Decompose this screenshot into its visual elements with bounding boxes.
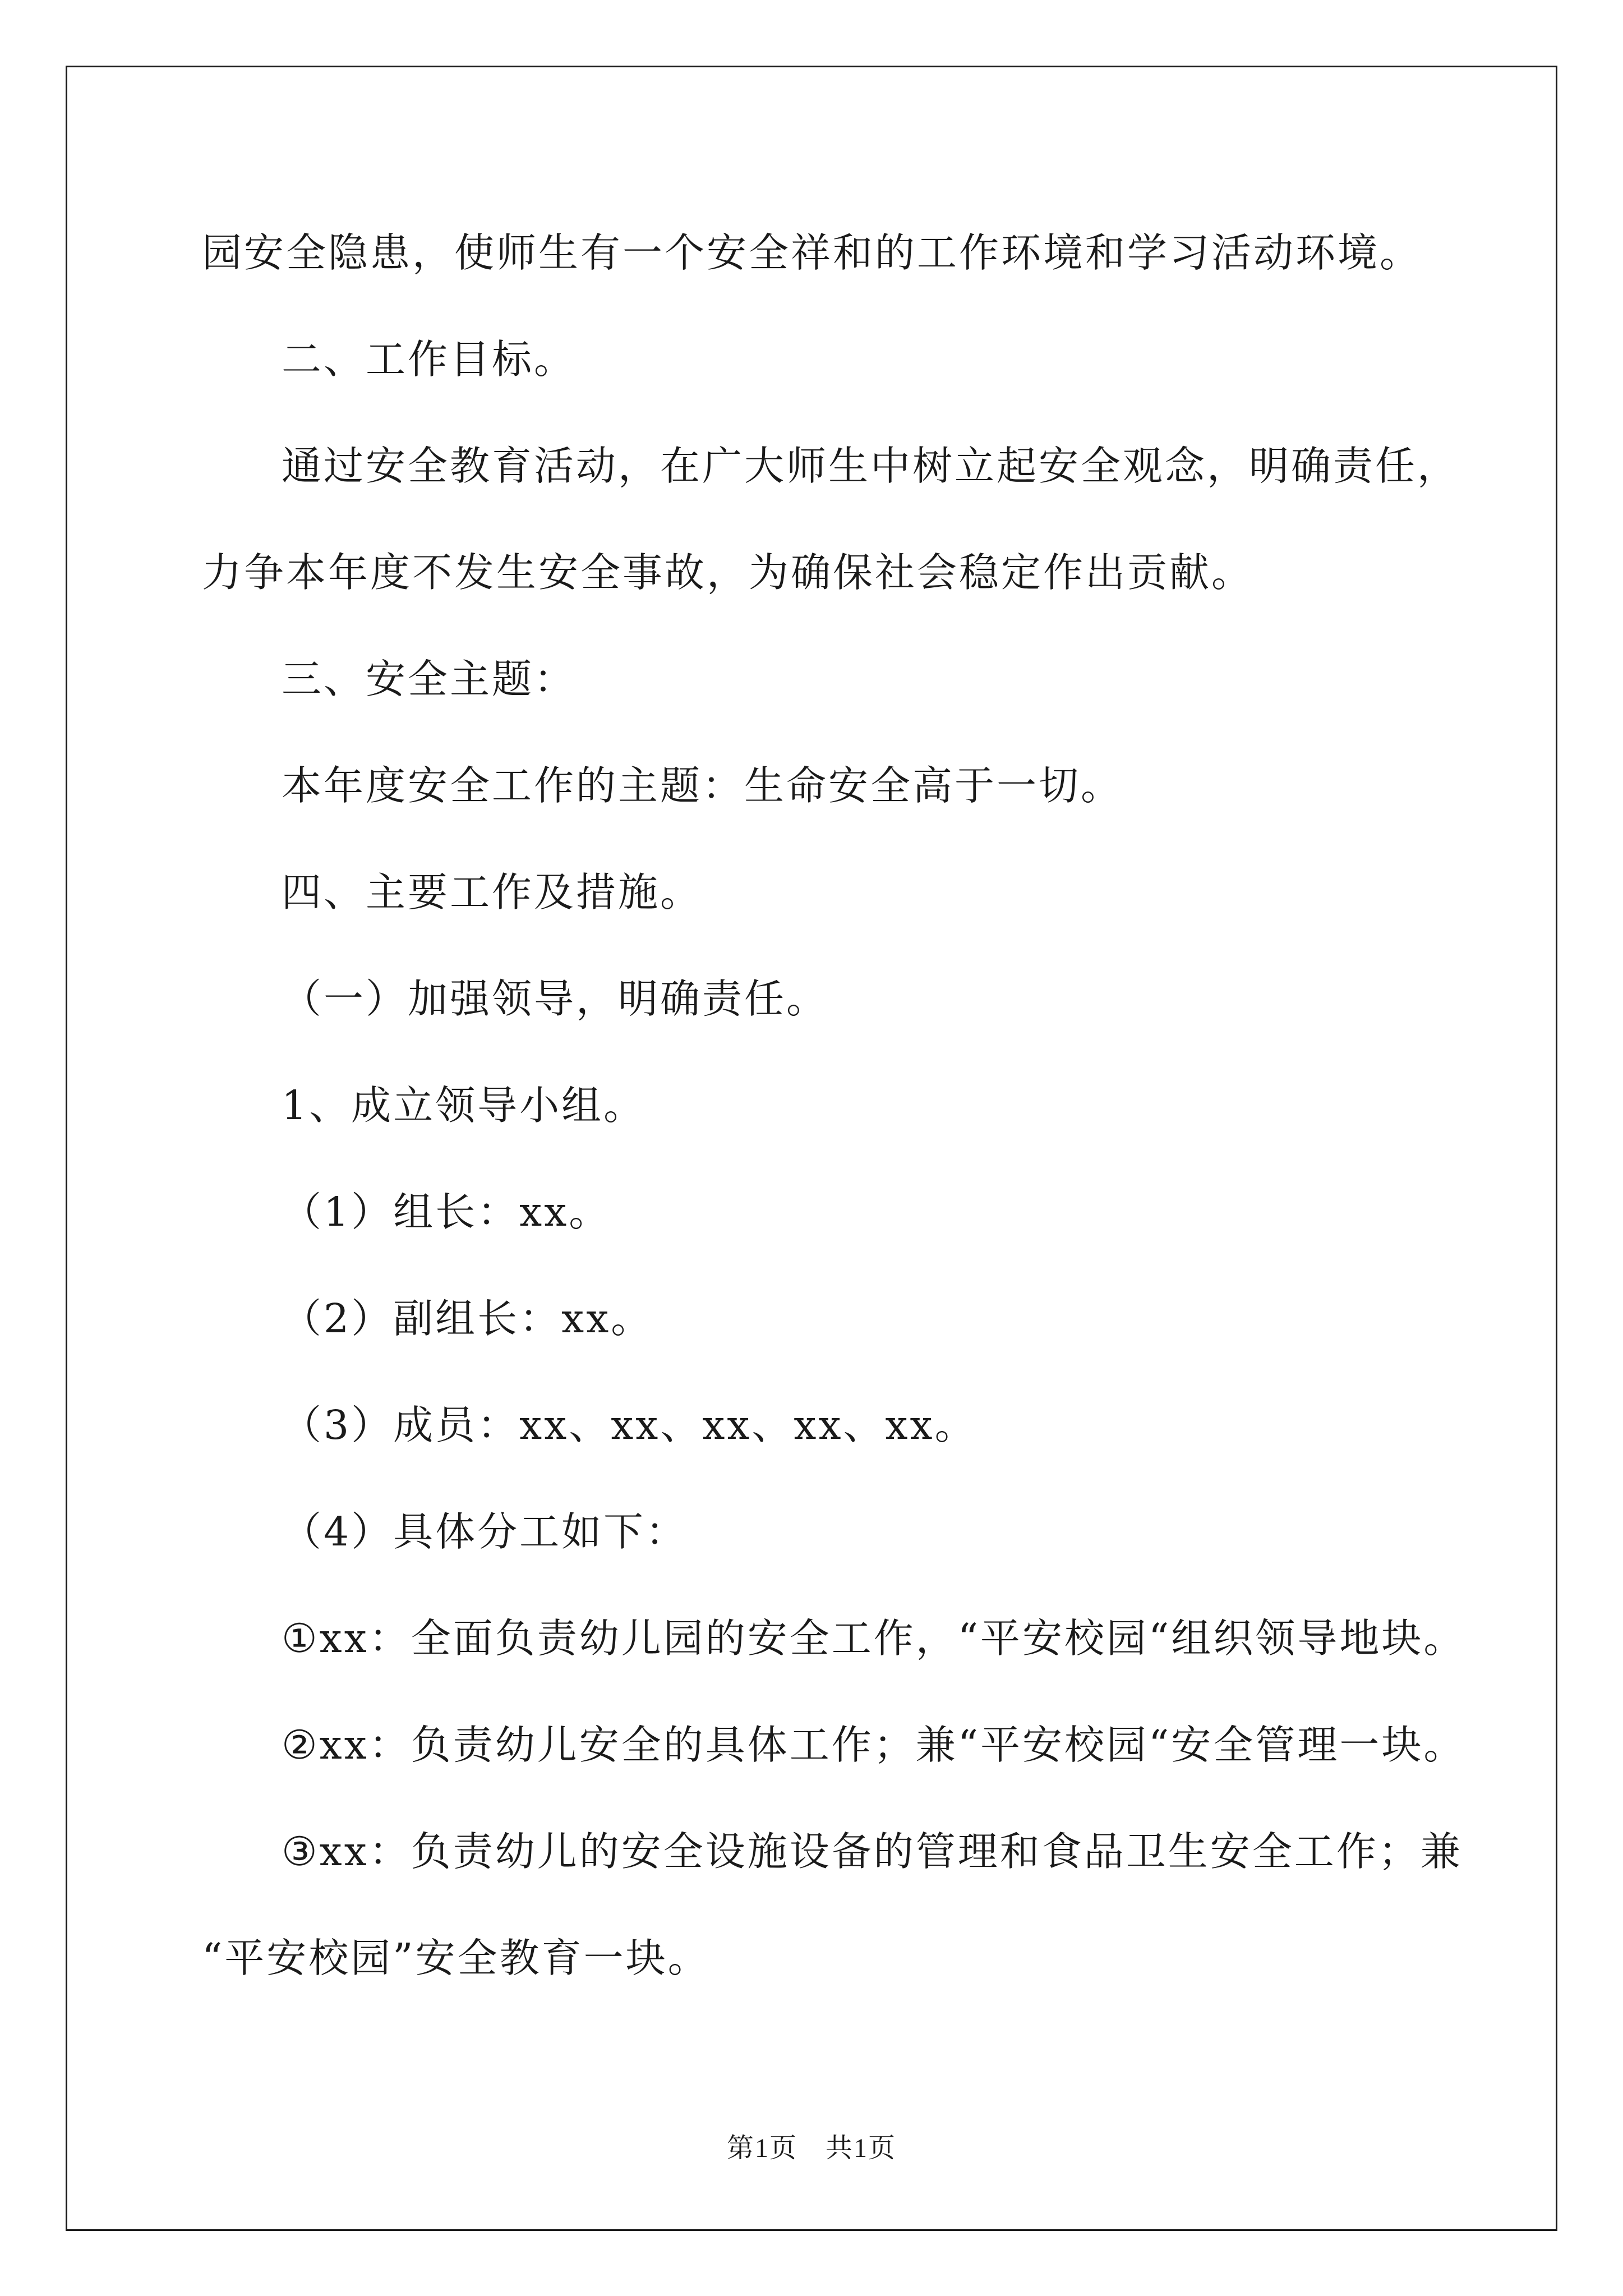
paragraph-line: “平安校园”安全教育一块。 [202,1935,710,1981]
list-item: （4）具体分工如下： [282,1508,688,1555]
section-heading: 四、主要工作及措施。 [282,869,703,915]
list-item: （1）组长：xx。 [282,1189,611,1235]
section-heading: 二、工作目标。 [282,336,577,383]
list-item: ③xx：负责幼儿的安全设施设备的管理和食品卫生安全工作；兼 [282,1828,1463,1875]
list-item: （2）副组长：xx。 [282,1295,653,1342]
section-heading: 三、安全主题： [282,656,577,702]
list-item: （3）成员：xx、xx、xx、xx、xx。 [282,1402,977,1448]
page-border [66,66,1557,2231]
paragraph-line: 力争本年度不发生安全事故，为确保社会稳定作出贡献。 [202,549,1254,596]
paragraph-line: 园安全隐患，使师生有一个安全祥和的工作环境和学习活动环境。 [202,229,1422,276]
page-footer: 第1页 共1页 [726,2133,896,2163]
paragraph-line: 本年度安全工作的主题：生命安全高于一切。 [282,762,1123,809]
list-item: ①xx：全面负责幼儿园的安全工作，“平安校园“组织领导地块。 [282,1615,1466,1662]
subsection-heading: （一）加强领导，明确责任。 [282,976,829,1022]
list-item: 1、成立领导小组。 [282,1082,646,1129]
paragraph-line: 通过安全教育活动，在广大师生中树立起安全观念，明确责任， [282,443,1460,489]
list-item: ②xx：负责幼儿安全的具体工作；兼“平安校园“安全管理一块。 [282,1722,1466,1768]
